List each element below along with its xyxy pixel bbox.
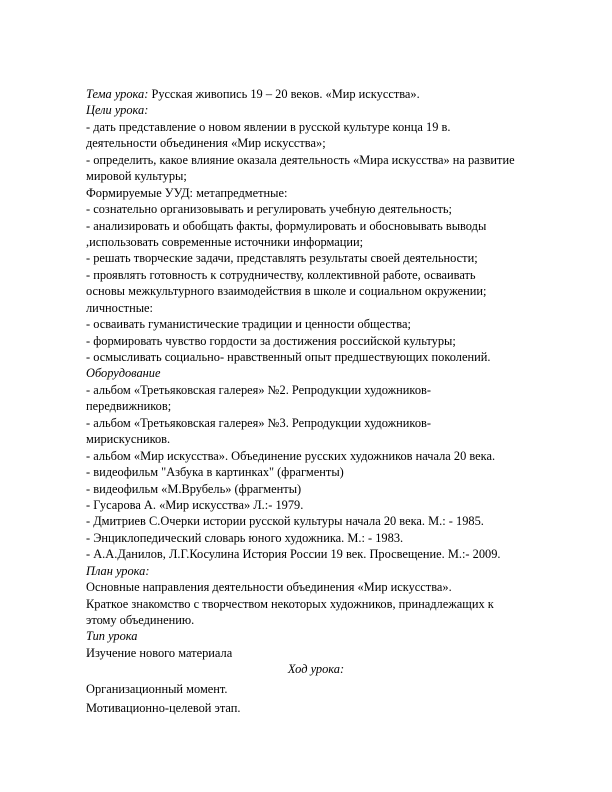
- equipment-item: - Энциклопедический словарь юного художника. М.: - 1983.: [86, 530, 404, 545]
- goal-line: - проявлять готовность к сотрудничеству, коллективной работе, осваивать: [86, 267, 476, 282]
- plan-item: Основные направления деятельности объединения «Мир искусства».: [86, 580, 452, 595]
- topic-label: Тема урока:: [86, 87, 149, 101]
- plan-heading: План урока:: [86, 563, 150, 578]
- goal-line: - дать представление о новом явлении в русской культуре конца 19 в.: [86, 119, 451, 134]
- equipment-item: - альбом «Мир искусства». Объединение русских художников начала 20 века.: [86, 448, 496, 463]
- topic-text: Русская живопись 19 – 20 веков. «Мир искусства».: [148, 87, 420, 101]
- personal-heading: личностные:: [86, 300, 153, 315]
- goal-line: основы межкультурного взаимодействия в школе и социальном окружении;: [86, 284, 487, 299]
- equipment-item: - альбом «Третьяковская галерея» №2. Репродукции художников-: [86, 382, 431, 397]
- goal-line: - формировать чувство гордости за достижения российской культуры;: [86, 333, 456, 348]
- uud-heading: Формируемые УУД: метапредметные:: [86, 185, 288, 200]
- equipment-item: - альбом «Третьяковская галерея» №3. Репродукции художников-: [86, 415, 431, 430]
- lesson-type-heading: Тип урока: [86, 629, 138, 644]
- goals-list: [86, 119, 546, 366]
- course-step: Мотивационно-целевой этап.: [86, 701, 241, 716]
- equipment-item: - видеофильм "Азбука в картинках" (фрагменты): [86, 465, 344, 480]
- goal-line: - осмысливать социально- нравственный опыт предшествующих поколений.: [86, 350, 491, 364]
- goal-line: - осваивать гуманистические традиции и ценности общества;: [86, 317, 411, 332]
- lesson-type-text: Изучение нового материала: [86, 645, 233, 660]
- equipment-heading: Оборудование: [86, 366, 161, 381]
- goal-line: - сознательно организовывать и регулировать учебную деятельность;: [86, 202, 452, 217]
- equipment-item: - видеофильм «М.Врубель» (фрагменты): [86, 481, 302, 496]
- goal-line: - анализировать и обобщать факты, формулировать и обосновывать выводы: [86, 218, 487, 233]
- course-list: [86, 681, 546, 717]
- goals-heading: Цели урока:: [86, 103, 149, 118]
- goal-line: ,использовать современные источники информации;: [86, 234, 364, 249]
- document-page: [86, 86, 546, 717]
- goal-line: - определить, какое влияние оказала деятельность «Мира искусства» на развитие: [86, 152, 515, 167]
- equipment-list: [86, 382, 546, 563]
- equipment-item: - А.А.Данилов, Л.Г.Косулина История России 19 век. Просвещение. М.:- 2009.: [86, 547, 501, 562]
- goal-line: мировой культуры;: [86, 169, 187, 184]
- course-step: Организационный момент.: [86, 681, 228, 696]
- course-heading: Ход урока:: [287, 662, 345, 677]
- equipment-item: мирискусников.: [86, 432, 171, 447]
- equipment-item: - Гусарова А. «Мир искусства» Л.:- 1979.: [86, 497, 304, 512]
- plan-item: Краткое знакомство с творчеством некоторых художников, принадлежащих к: [86, 596, 494, 611]
- topic-line: [86, 86, 546, 102]
- equipment-item: - Дмитриев С.Очерки истории русской культуры начала 20 века. М.: - 1985.: [86, 514, 484, 529]
- goal-line: деятельности объединения «Мир искусства»;: [86, 136, 326, 151]
- equipment-item: передвижников;: [86, 399, 172, 414]
- plan-item: этому объединению.: [86, 613, 195, 627]
- goal-line: - решать творческие задачи, представлять результаты своей деятельности;: [86, 251, 478, 266]
- plan-list: [86, 579, 546, 628]
